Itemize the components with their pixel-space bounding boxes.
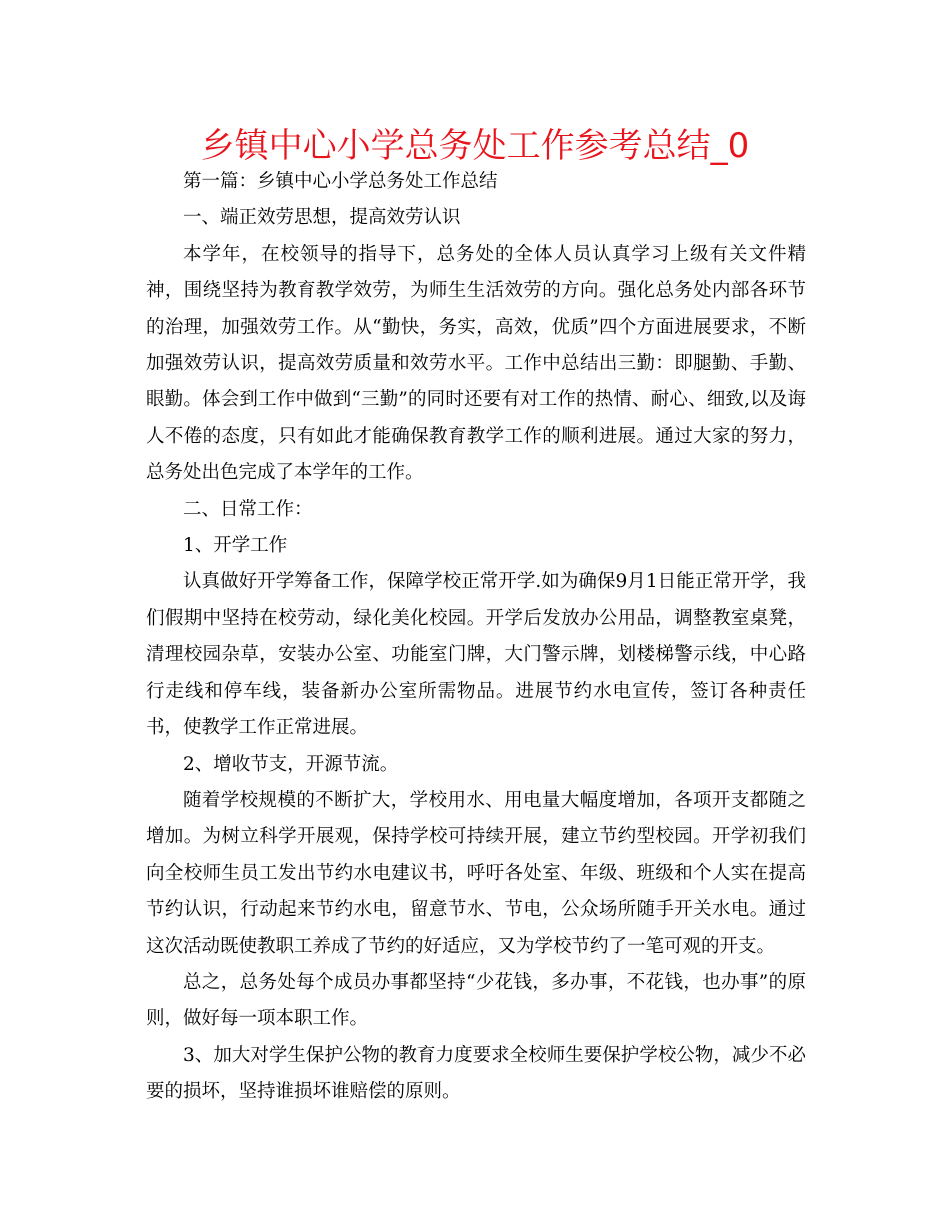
paragraph-public-property: 3、加大对学生保护公物的教育力度要求全校师生要保护学校公物，减少不必要的损坏，坚持谁损坏谁赔偿的原则。 [146, 1044, 806, 1103]
section-heading-service-awareness: 一、端正效劳思想，提高效劳认识 [183, 207, 461, 229]
paragraph-conclusion: 总之，总务处每个成员办事都坚持“少花钱，多办事，不花钱，也办事”的原则，做好每一项本职工作。 [146, 971, 806, 1030]
section-heading-daily-work: 二、日常工作： [183, 498, 313, 520]
paragraph-cost-saving: 随着学校规模的不断扩大，学校用水、用电量大幅度增加，各项开支都随之增加。为树立科学开展观，保持学校可持续开展，建立节约型校园。开学初我们向全校师生员工发出节约水电建议书，呼吁各处室、年级、班级和个人实在提高节约认识，行动起来节约水电，留意节水、节电，公众场所随手开关水电。通过这次活动既使教职工养成了节约的好适应，又为学校节约了一笔可观的开支。 [146, 789, 806, 957]
subheading-cost-saving: 2、增收节支，开源节流。 [183, 753, 399, 775]
document-body [146, 164, 806, 1111]
paragraph-service-summary: 本学年，在校领导的指导下，总务处的全体人员认真学习上级有关文件精神，围绕坚持为教育教学效劳，为师生生活效劳的方向。强化总务处内部各环节的治理，加强效劳工作。从“勤快，务实，高效，优质”四个方面进展要求，不断加强效劳认识，提高效劳质量和效劳水平。工作中总结出三勤：即腿勤、手勤、眼勤。体会到工作中做到“三勤”的同时还要有对工作的热情、耐心、细致,以及诲人不倦的态度，只有如此才能确保教育教学工作的顺利进展。通过大家的努力，总务处出色完成了本学年的工作。 [146, 243, 806, 484]
subheading-school-opening: 1、开学工作 [183, 535, 288, 557]
document-title: 乡镇中心小学总务处工作参考总结_0 [200, 126, 750, 166]
paragraph-school-opening: 认真做好开学筹备工作，保障学校正常开学.如为确保9月1日能正常开学，我们假期中坚持在校劳动，绿化美化校园。开学后发放办公用品，调整教室桌凳，清理校园杂草，安装办公室、功能室门牌，大门警示牌，划楼梯警示线，中心路行走线和停车线，装备新办公室所需物品。进展节约水电宣传，签订各种责任书，使教学工作正常进展。 [146, 571, 806, 739]
section-heading-part-one: 第一篇：乡镇中心小学总务处工作总结 [183, 171, 498, 192]
